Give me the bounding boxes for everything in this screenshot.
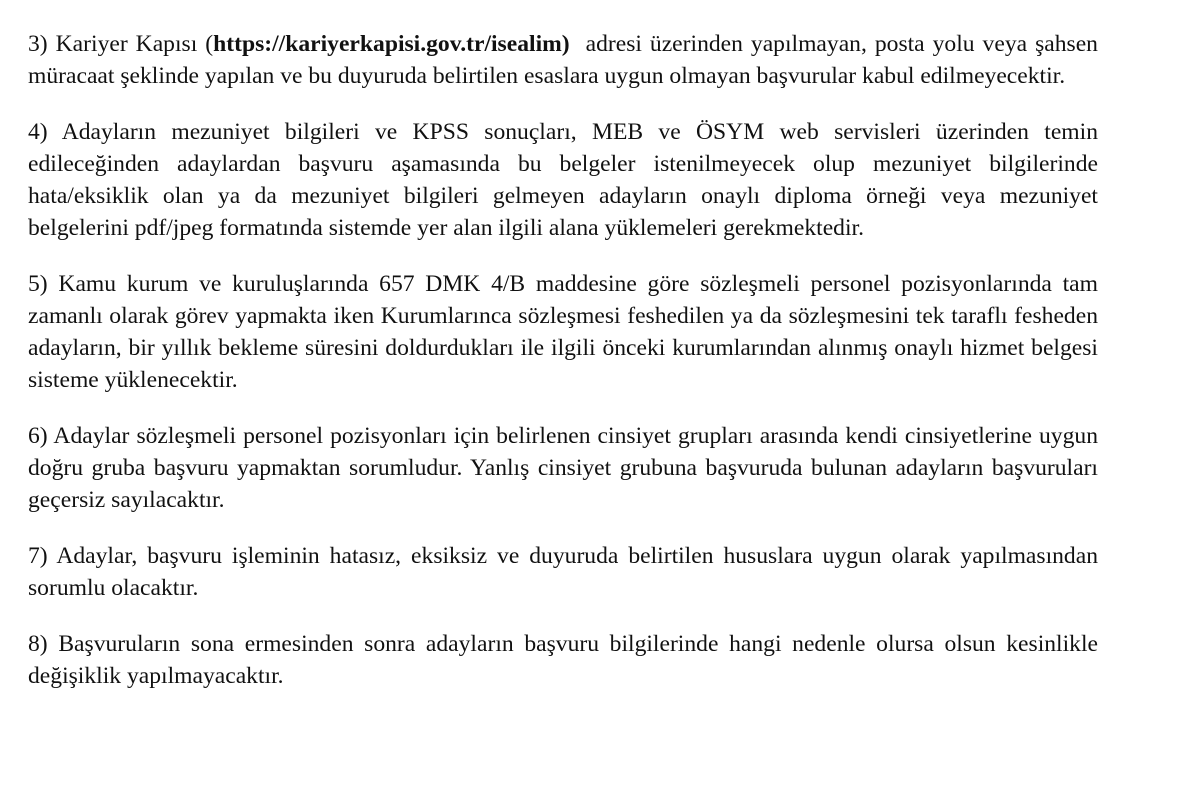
kariyer-kapisi-url: https://kariyerkapisi.gov.tr/isealim): [213, 31, 570, 57]
paragraph-text: Adaylar sözleşmeli personel pozisyonları için belirlenen cinsiyet grupları arasında kendi cinsiyetlerine uygun doğru gruba başvuru yapmaktan sorumludur. Yanlış cinsiyet grubuna başvuruda bulunan adayların başvuruları geçersiz sayılacaktır.: [28, 423, 1098, 513]
paragraph-number: 3): [28, 31, 48, 57]
paragraph-4: [28, 116, 1098, 244]
paragraph-text-before-url: Kariyer Kapısı (: [55, 31, 214, 57]
document-page: [28, 28, 1104, 692]
paragraph-3: [28, 28, 1104, 92]
paragraph-text: Adaylar, başvuru işleminin hatasız, eksiksiz ve duyuruda belirtilen hususlara uygun olarak yapılmasından sorumlu olacaktır.: [28, 543, 1098, 601]
paragraph-number: 4): [28, 119, 48, 145]
paragraph-5: [28, 268, 1098, 396]
paragraph-number: 6): [28, 423, 48, 449]
paragraph-text: Başvuruların sona ermesinden sonra adayların başvuru bilgilerinde hangi nedenle olursa olsun kesinlikle değişiklik yapılmayacaktır.: [28, 631, 1098, 689]
paragraph-number: 8): [28, 631, 48, 657]
paragraph-8: [28, 628, 1098, 692]
paragraph-6: [28, 420, 1098, 516]
paragraph-7: [28, 540, 1098, 604]
paragraph-text: Kamu kurum ve kuruluşlarında 657 DMK 4/B maddesine göre sözleşmeli personel pozisyonlarında tam zamanlı olarak görev yapmakta iken Kurumlarınca sözleşmesi feshedilen ya da sözleşmesini tek taraflı fesheden adayların, bir yıllık bekleme süresini doldurdukları ile ilgili önceki kurumlarından alınmış onaylı hizmet belgesi sisteme yüklenecektir.: [28, 271, 1098, 393]
paragraph-number: 5): [28, 271, 48, 297]
paragraph-number: 7): [28, 543, 48, 569]
paragraph-text-after-url: adresi üzerinden yapılmayan, posta yolu veya şahsen müracaat şeklinde yapılan ve bu duyuruda belirtilen esaslara uygun olmayan başvurular kabul edilmeyecektir.: [28, 31, 1104, 89]
paragraph-text: Adayların mezuniyet bilgileri ve KPSS sonuçları, MEB ve ÖSYM web servisleri üzerinden temin edileceğinden adaylardan başvuru aşamasında bu belgeler istenilmeyecek olup mezuniyet bilgilerinde hata/eksiklik olan ya da mezuniyet bilgileri gelmeyen adayların onaylı diploma örneği veya mezuniyet belgelerini pdf/jpeg formatında sistemde yer alan ilgili alana yüklemeleri gerekmektedir.: [28, 119, 1098, 241]
